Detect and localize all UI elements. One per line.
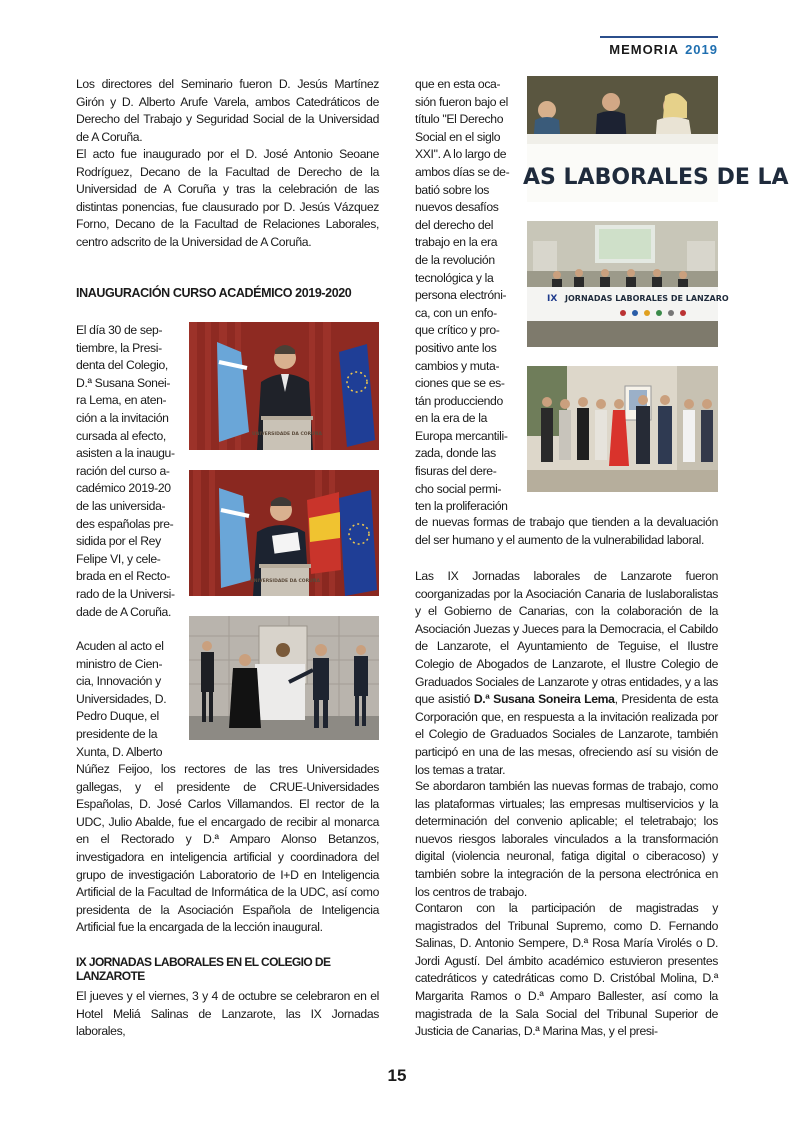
inauguracion-text-line: cadémico 2019-20 bbox=[76, 481, 171, 496]
photo-plaque-unveiling bbox=[189, 616, 379, 740]
jornadas-narrow-text-line: batió sobre los bbox=[415, 182, 490, 197]
inauguracion-paragraph-3: Núñez Feijoo, los rectores de las tres Universidades gallegas, y el presidente de CRUE-Universidades Españolas, D. José Carlos Villamandos. El rector de la UDC, Julio Abalde, fue el encargado de recibir al monarca en el Rectorado y D.ª Amparo Alonso Betanzos, investigadora en inteligencia artificial y coordinadora del grupo de investigación Laboratorio de I+D en Inteligencia Artificial de la Facultad de Informática de la UDC, así como presidenta de la Asociación Española de Inteligencia Artificial fue la encargada de la lección inaugural. bbox=[76, 762, 379, 935]
jornadas-paragraph-4: Se abordaron también las nuevas formas de trabajo, como las plataformas virtuales; las empresas multiservicios y la determinación del convenio aplicable; el teletrabajo; los nuevos riesgos laborales vinculados a la transformación digital (violencia neuronal, fatiga digital o ciberacoso) y también sobre la integración de la persona electrónica en los centros de trabajo. bbox=[415, 779, 718, 899]
jornadas-paragraph-5: Contaron con la participación de magistradas y magistrados del Tribunal Supremo, como D. Fernando Salinas, D. Antonio Sempere, D.ª Rosa María Virolés o D. Jordi Agustí. Del ámbito académico estuvieron presentes catedráticos y catedráticas como D. Cristóbal Molina, D.ª Margarita Ramos o D.ª Amparo Ballester, así como la magistrada de la Sala Social del Tribunal Superior de Justicia de Canarias, D.ª Marina Mas, y el presi- bbox=[415, 901, 718, 1039]
jornadas-narrow-text-line: que crítico y pro- bbox=[415, 323, 500, 338]
inauguracion-text-line: sidida por el Rey bbox=[76, 534, 161, 549]
photo-group-standing bbox=[527, 366, 718, 492]
jornadas-narrow-text-line: ca, con un enfo- bbox=[415, 305, 497, 320]
banner-ix: IX bbox=[547, 294, 558, 304]
jornadas-narrow-text-line: Social en el siglo bbox=[415, 129, 501, 144]
jornadas-narrow-text-line: positivo ante los bbox=[415, 340, 497, 355]
jornadas-paragraph-2: de nuevas formas de trabajo que tienden a la devaluación del ser humano y el aumento de la vulnerabilidad laboral. bbox=[415, 515, 718, 547]
jornadas-narrow-text-line: que en esta oca- bbox=[415, 77, 501, 91]
jornadas-narrow-text-line: ten la proliferación bbox=[415, 499, 508, 514]
jornadas-narrow-text-line: de la revolución bbox=[415, 252, 495, 267]
jornadas-narrow-text-line: ambos días se de- bbox=[415, 164, 510, 179]
inauguracion-text-line: presidente de la bbox=[76, 726, 158, 741]
jornadas-narrow-text-line: cambios y muta- bbox=[415, 358, 500, 373]
inauguracion-text-line: D.ª Susana Sonei- bbox=[76, 375, 171, 390]
jornadas-narrow-text-line: XXI". A lo largo de bbox=[415, 147, 507, 162]
inauguracion-text-line: ración del curso a- bbox=[76, 463, 170, 478]
podium-label-2: UNIVERSIDADE DA CORUÑA bbox=[250, 579, 320, 584]
jornadas-narrow-text-line: fisuras del dere- bbox=[415, 464, 497, 479]
photo-conference-panel bbox=[523, 76, 789, 202]
inauguracion-text-line: Pedro Duque, el bbox=[76, 709, 159, 724]
inauguracion-text-line: denta del Colegio, bbox=[76, 358, 168, 373]
jornadas-paragraph-3 bbox=[415, 568, 718, 779]
inauguracion-text-line: dade de A Coruña. bbox=[76, 604, 172, 619]
inauguracion-text-line: Felipe VI, y cele- bbox=[76, 551, 161, 566]
inauguracion-heading: INAUGURACIÓN CURSO ACADÉMICO 2019-2020 bbox=[76, 286, 352, 300]
inauguracion-text-line: cursada al efecto, bbox=[76, 428, 166, 443]
inauguracion-text-line: ción a la invitación bbox=[76, 410, 169, 425]
jornadas-narrow-text-line: del derecho del bbox=[415, 217, 494, 232]
jornadas-heading: IX JORNADAS LABORALES EN EL COLEGIO DE LANZAROTE bbox=[76, 955, 331, 983]
jornadas-narrow-text-line: tecnológica y la bbox=[415, 270, 494, 285]
jornadas-narrow-text-line: Europa mercantili- bbox=[415, 428, 508, 443]
podium-label: UNIVERSIDADE DA CORUÑA bbox=[252, 432, 322, 437]
jornadas-paragraph-3b: , Presidenta de esta Corporación que, en respuesta a la invitación realizada por el Colegio de Graduados Sociales de Lanzarote, también participó en una de las mesas, ofreciendo así su visión de los temas a tratar. bbox=[415, 692, 719, 777]
inauguracion-text-line: Universidades, D. bbox=[76, 691, 167, 706]
inauguracion-text-line: cia, Innovación y bbox=[76, 674, 161, 689]
jornadas-narrow-text-line: persona electróni- bbox=[415, 288, 507, 303]
memoria-title: MEMORIA bbox=[609, 42, 680, 57]
banner-text-1: AS LABORALES DE LA bbox=[523, 165, 789, 190]
inauguracion-text-line: ministro de Cien- bbox=[76, 656, 163, 671]
jornadas-narrow-text-line: cho social permi- bbox=[415, 481, 502, 496]
jornadas-narrow-text-line: en la era de la bbox=[415, 411, 487, 426]
jornadas-paragraph-3a: Las IX Jornadas laborales de Lanzarote fueron coorganizadas por la Asociación Canaria de Iuslaboralistas y el Gobierno de Canarias, con la colaboración de la Asociación Juezas y Jueces para la Democracia, el Cabildo de Lanzarote, el Ayuntamiento de Teguise, el Ilustre Colegio de Abogados de Lanzarote, el Ilustre Colegio de Graduados Sociales de Lanzarote y otras entidades, y a las que asistió bbox=[415, 569, 718, 707]
jornadas-narrow-text-line: sión fueron bajo el bbox=[415, 94, 508, 109]
jornadas-narrow-text-line: nuevos desafíos bbox=[415, 200, 499, 215]
jornadas-narrow-text-line: ciones que se es- bbox=[415, 376, 505, 391]
jornadas-paragraph-1: El jueves y el viernes, 3 y 4 de octubre se celebraron en el Hotel Meliá Salinas de Lanzarote, las IX Jornadas laborales, bbox=[76, 989, 379, 1039]
inauguracion-text-line: ra Lema, en aten- bbox=[76, 393, 167, 408]
inauguracion-paragraph-2 bbox=[76, 638, 180, 761]
inauguracion-text-line: tiembre, la Presi- bbox=[76, 340, 162, 355]
banner-text-2: JORNADAS LABORALES DE LANZARO bbox=[565, 294, 729, 303]
inauguracion-text-line: asisten a la inaugu- bbox=[76, 446, 175, 461]
inauguracion-text-line: Acuden al acto el bbox=[76, 639, 164, 653]
inauguracion-text-line: des españolas pre- bbox=[76, 516, 174, 531]
inauguracion-text-line: de las universida- bbox=[76, 498, 166, 513]
jornadas-narrow-text-line: tán producciendo bbox=[415, 393, 503, 408]
inauguracion-text-line: Xunta, D. Alberto bbox=[76, 744, 163, 759]
page-number: 15 bbox=[387, 1066, 407, 1085]
intro-paragraph-1: Los directores del Seminario fueron D. Jesús Martínez Girón y D. Alberto Arufe Varela, ambos Catedráticos de Derecho del Trabajo y Seguridad Social de la Universidad de A Coruña. bbox=[76, 77, 379, 144]
jornadas-narrow-text-line: trabajo en la era bbox=[415, 235, 498, 250]
inauguracion-text-line: El día 30 de sep- bbox=[76, 323, 163, 337]
inauguracion-text-line: brada en el Recto- bbox=[76, 569, 170, 584]
presidenta-name: D.ª Susana Soneira Lema bbox=[473, 692, 615, 707]
page-header bbox=[600, 36, 718, 57]
intro-paragraph-2: El acto fue inaugurado por el D. José Antonio Seoane Rodríguez, Decano de la Facultad de Derecho de la Universidad de A Coruña y tras la celebración de las distintas ponencias, fue clausurado por D. Jesús Vázquez Forno, Decano de la Facultad de Relaciones Laborales, centro adscrito de la Universidad de A Coruña. bbox=[76, 147, 379, 249]
memoria-year: 2019 bbox=[685, 42, 718, 57]
inauguracion-paragraph-1 bbox=[76, 322, 180, 621]
jornadas-narrow-text-line: título "El Derecho bbox=[415, 112, 504, 127]
inauguracion-text-line: rado de la Universi- bbox=[76, 586, 175, 601]
photo-conference-room bbox=[527, 221, 729, 347]
photo-speaker-podium bbox=[189, 470, 379, 596]
jornadas-column-narrow bbox=[415, 76, 509, 516]
jornadas-narrow-text-line: zada, donde las bbox=[415, 446, 496, 461]
photo-king-podium bbox=[189, 322, 379, 450]
